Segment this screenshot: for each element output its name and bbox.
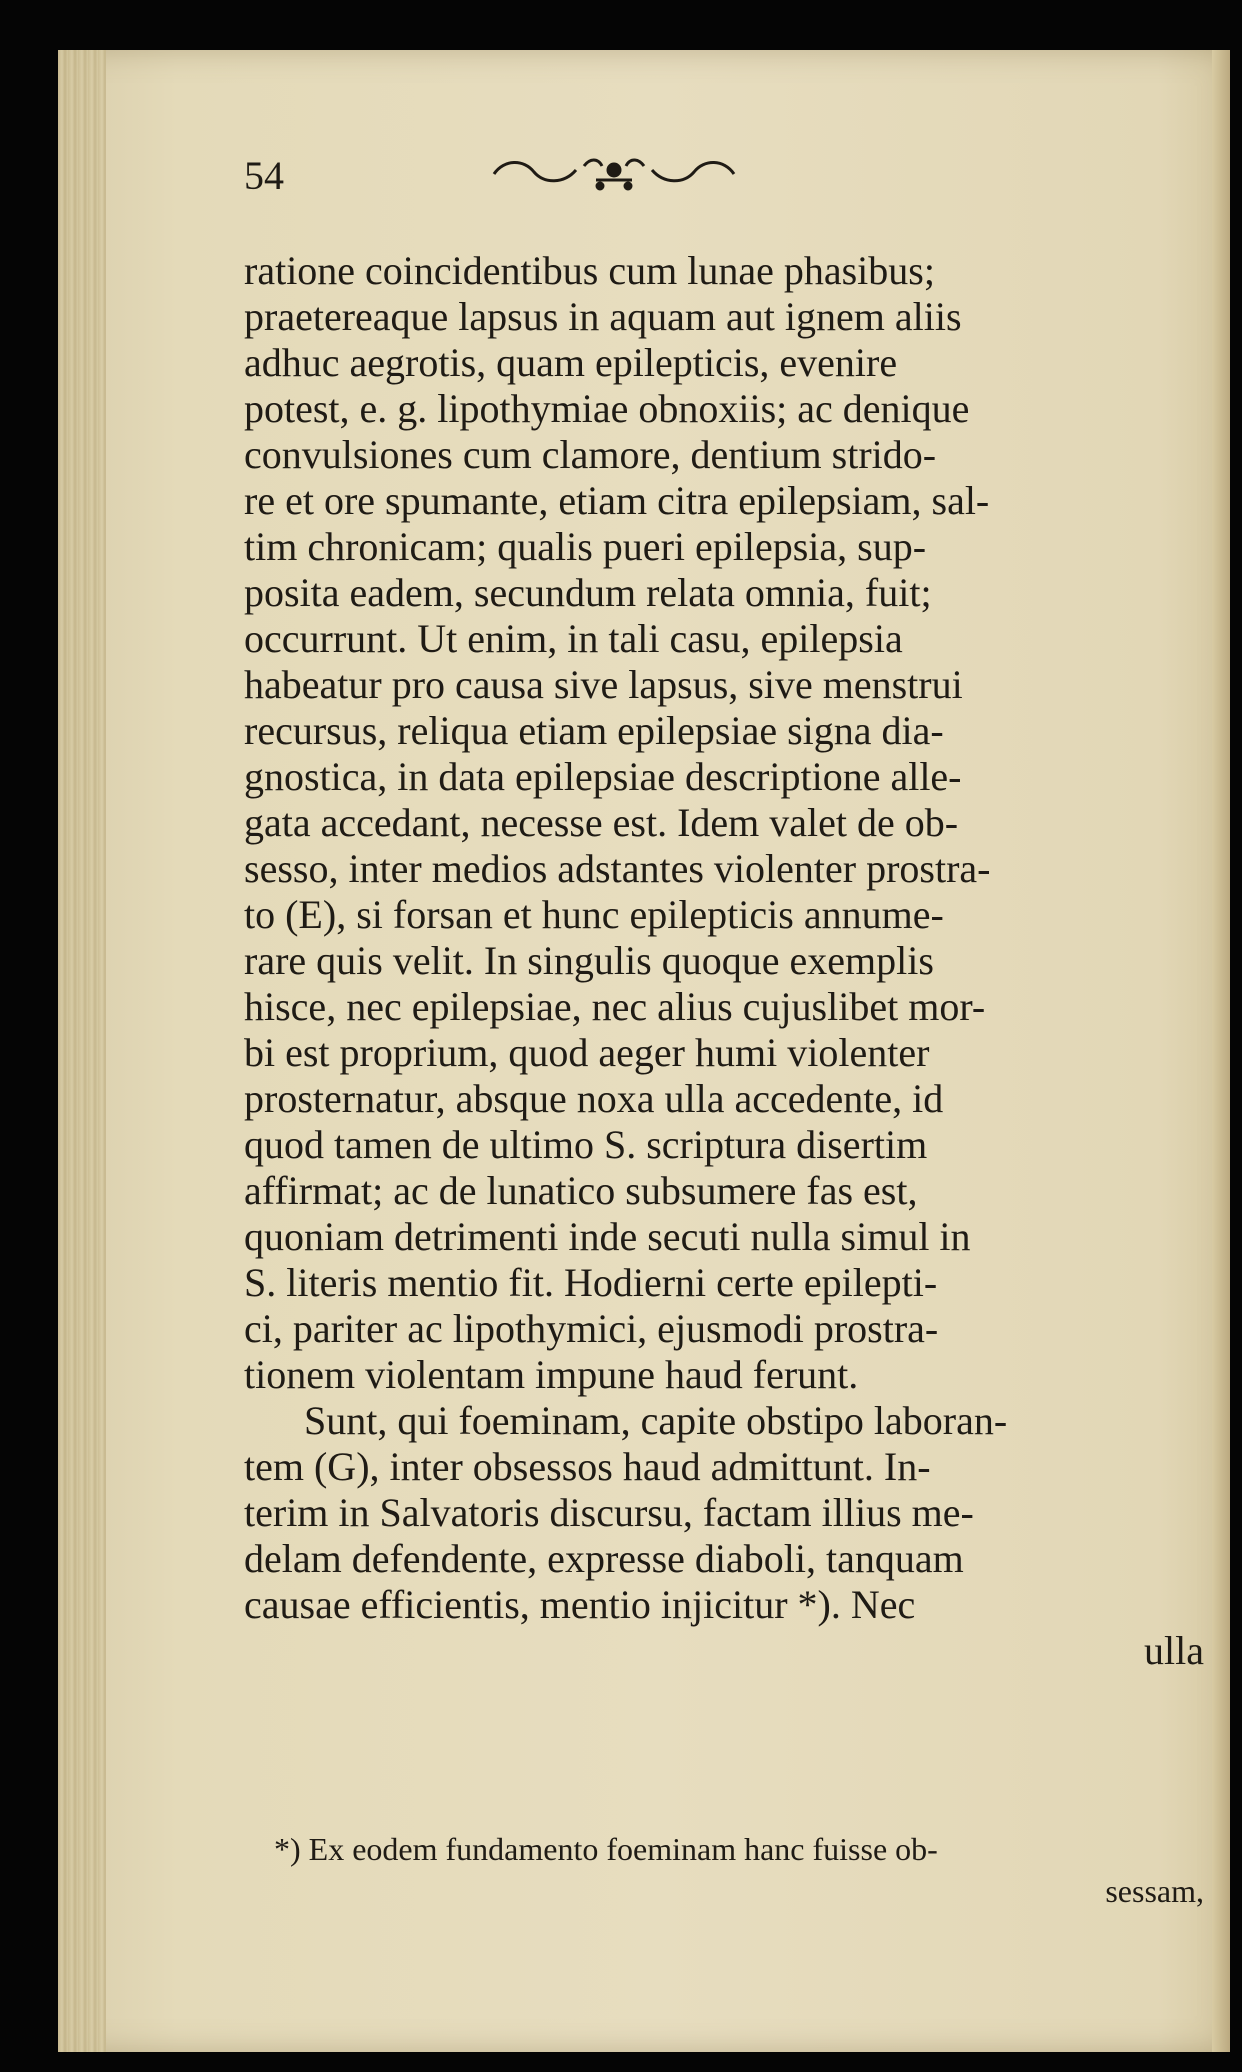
text-line: occurrunt. Ut enim, in tali casu, epilepsia	[244, 616, 903, 661]
text-line: ratione coincidentibus cum lunae phasibus;	[244, 248, 935, 293]
text-line: gata accedant, necesse est. Idem valet de ob-	[244, 800, 959, 845]
page-header	[244, 122, 1084, 202]
body-text	[244, 248, 1204, 1674]
text-line: posita eadem, secundum relata omnia, fuit;	[244, 570, 932, 615]
text-line: hisce, nec epilepsiae, nec alius cujuslibet mor-	[244, 984, 986, 1029]
text-line: adhuc aegrotis, quam epilepticis, evenire	[244, 340, 898, 385]
page-gutter	[58, 50, 106, 2052]
text-line: recursus, reliqua etiam epilepsiae signa dia-	[244, 708, 944, 753]
page-number: 54	[244, 153, 284, 198]
text-line: potest, e. g. lipothymiae obnoxiis; ac denique	[244, 386, 970, 431]
text-line: tem (G), inter obsessos haud admittunt. In-	[244, 1444, 931, 1489]
ornament-icon	[484, 154, 744, 194]
text-line: praetereaque lapsus in aquam aut ignem aliis	[244, 294, 962, 339]
text-line: gnostica, in data epilepsiae descriptione alle-	[244, 754, 962, 799]
book-page	[58, 50, 1230, 2052]
text-line: prosternatur, absque noxa ulla accedente, id	[244, 1076, 944, 1121]
text-line: quoniam detrimenti inde secuti nulla simul in	[244, 1214, 971, 1259]
text-line: affirmat; ac de lunatico subsumere fas est,	[244, 1168, 918, 1213]
text-line: tim chronicam; qualis pueri epilepsia, sup-	[244, 524, 927, 569]
text-line: delam defendente, expresse diaboli, tanquam	[244, 1536, 964, 1581]
footnote-line: sessam,	[1105, 1873, 1204, 1909]
text-line: to (E), si forsan et hunc epilepticis annume-	[244, 892, 944, 937]
text-line: convulsiones cum clamore, dentium strido-	[244, 432, 937, 477]
text-line: causae efficientis, mentio injicitur *). Nec	[244, 1582, 916, 1627]
text-line: tionem violentam impune haud ferunt.	[244, 1352, 859, 1397]
text-line: rare quis velit. In singulis quoque exemplis	[244, 938, 934, 983]
text-line: terim in Salvatoris discursu, factam illius me-	[244, 1490, 974, 1535]
text-line: Sunt, qui foeminam, capite obstipo laboran-	[304, 1398, 1008, 1443]
text-line: sesso, inter medios adstantes violenter prostra-	[244, 846, 991, 891]
text-line: habeatur pro causa sive lapsus, sive menstrui	[244, 662, 963, 707]
text-line: ci, pariter ac lipothymici, ejusmodi prostra-	[244, 1306, 939, 1351]
footnote	[244, 1828, 1204, 1912]
page-edge	[1212, 50, 1230, 2052]
text-line: S. literis mentio fit. Hodierni certe epilepti-	[244, 1260, 938, 1305]
catchword: ulla	[1144, 1628, 1204, 1673]
text-line: quod tamen de ultimo S. scriptura disertim	[244, 1122, 928, 1167]
footnote-line: *) Ex eodem fundamento foeminam hanc fuisse ob-	[274, 1831, 938, 1867]
text-line: re et ore spumante, etiam citra epilepsiam, sal-	[244, 478, 990, 523]
text-line: bi est proprium, quod aeger humi violenter	[244, 1030, 930, 1075]
